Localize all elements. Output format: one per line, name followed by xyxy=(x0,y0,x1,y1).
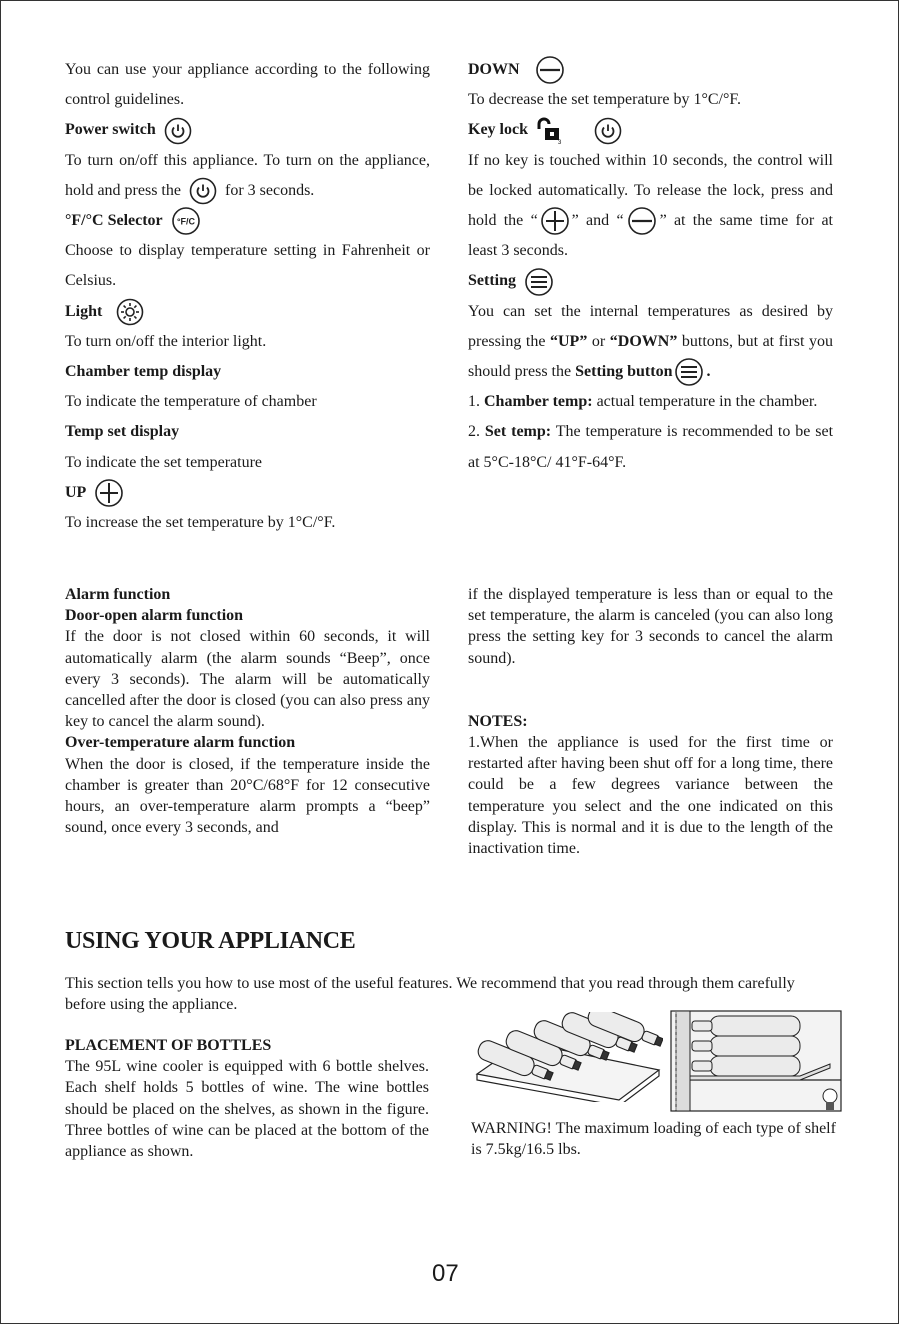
set-display-text: To indicate the set temperature xyxy=(65,453,263,471)
alarm-continued-text: if the displayed temperature is less than or equal to the set temperature, the alarm is canceled (you can also long press the setting key for 3 seconds to cancel the alarm sound). xyxy=(468,586,833,667)
placement-heading: PLACEMENT OF BOTTLES xyxy=(65,1037,272,1054)
key-lock-text: If no key is touched within 10 seconds, the control will be locked automatically. To release the lock, press and hold the “ ” and “ ” at the same time for at least 3 seconds. xyxy=(468,151,833,260)
svg-text:3: 3 xyxy=(558,139,562,145)
light-icon xyxy=(116,298,144,326)
key-lock-heading: Key lock 3 xyxy=(468,115,833,145)
up-text: To increase the set temperature by 1°C/°F. xyxy=(65,514,336,532)
selector-text: Choose to display temperature setting in Fahrenheit or Celsius. xyxy=(65,242,430,290)
selector-heading: °F/°C Selector °F/C xyxy=(65,206,430,236)
lock-icon xyxy=(536,117,564,145)
down-text: To decrease the set temperature by 1°C/°F. xyxy=(468,91,741,109)
using-intro: This section tells you how to use most of the useful features. We recommend that you read through them carefully before using the appliance. xyxy=(65,975,795,1014)
plus-icon xyxy=(540,207,570,235)
menu-icon xyxy=(674,358,704,386)
placement-text: The 95L wine cooler is equipped with 6 bottle shelves. Each shelf holds 5 bottles of wine. The wine bottles should be placed on the shelves, as shown in the figure. Three bottles of wine can be placed at the bottom of the appliance as shown. xyxy=(65,1058,429,1161)
over-temp-heading: Over-temperature alarm function xyxy=(65,734,296,752)
power-icon xyxy=(594,117,622,145)
setting-text: You can set the internal temperatures as desired by pressing the “UP” or “DOWN” buttons, but at first you should press the Setting button . xyxy=(468,297,833,388)
light-text: To turn on/off the interior light. xyxy=(65,332,267,350)
controls-right-column xyxy=(468,55,833,478)
bottle-shelf-illustration xyxy=(473,1012,663,1107)
setting-heading: Setting xyxy=(468,266,833,296)
placement-section xyxy=(65,1035,429,1162)
power-icon xyxy=(164,117,192,145)
power-switch-heading: Power switch xyxy=(65,115,430,145)
alarm-heading: Alarm function xyxy=(65,586,171,603)
over-temp-text: When the door is closed, if the temperature inside the chamber is greater than 20°C/68°F for 12 consecutive hours, an over-temperature alarm prompts a “beep” sound, once every 3 seconds, and xyxy=(65,755,430,837)
cabinet-bottom-illustration xyxy=(670,1010,842,1117)
chamber-display-text: To indicate the temperature of chamber xyxy=(65,393,317,411)
door-alarm-text: If the door is not closed within 60 seconds, it will automatically alarm (the alarm sounds “Beep”, once every 3 seconds). The alarm will be automatically cancelled after the door is closed (you can also press any key to cancel the alarm sound). xyxy=(65,628,430,731)
page-number: 07 xyxy=(432,1260,459,1287)
fc-toggle-icon xyxy=(171,207,201,235)
set-temp-item: 2. Set temp: The temperature is recommended to be set at 5°C-18°C/ 41°F-64°F. xyxy=(468,423,834,471)
warning-text: WARNING! The maximum loading of each type of shelf is 7.5kg/16.5 lbs. xyxy=(471,1120,836,1159)
notes-heading: NOTES: xyxy=(468,712,528,730)
door-alarm-heading: Door-open alarm function xyxy=(65,607,244,625)
menu-icon xyxy=(524,268,554,296)
up-heading: UP xyxy=(65,478,430,508)
notes-text: 1.When the appliance is used for the first time or restarted after having been shut off for a long time, there could be a few degrees variance between the temperature you select and the one indicated on this display. This is normal and it is due to the length of the inactivation time. xyxy=(468,734,833,858)
alarm-left-column xyxy=(65,584,430,838)
section-heading: USING YOUR APPLIANCE xyxy=(65,928,356,954)
chamber-display-heading: Chamber temp display xyxy=(65,363,222,381)
chamber-temp-item: 1. Chamber temp: actual temperature in the chamber. xyxy=(468,393,818,411)
power-icon xyxy=(189,177,217,205)
down-heading: DOWN xyxy=(468,55,833,85)
light-heading: Light xyxy=(65,297,430,327)
set-display-heading: Temp set display xyxy=(65,423,180,441)
controls-intro: You can use your appliance according to the following control guidelines. xyxy=(65,61,430,109)
alarm-right-column xyxy=(468,584,833,859)
minus-icon xyxy=(534,56,566,84)
minus-icon xyxy=(626,207,658,235)
plus-icon xyxy=(94,479,124,507)
power-switch-text: To turn on/off this appliance. To turn on the appliance, hold and press the for 3 seconds. xyxy=(65,146,430,206)
svg-text:°F/C: °F/C xyxy=(176,216,195,227)
controls-left-column xyxy=(65,55,430,538)
